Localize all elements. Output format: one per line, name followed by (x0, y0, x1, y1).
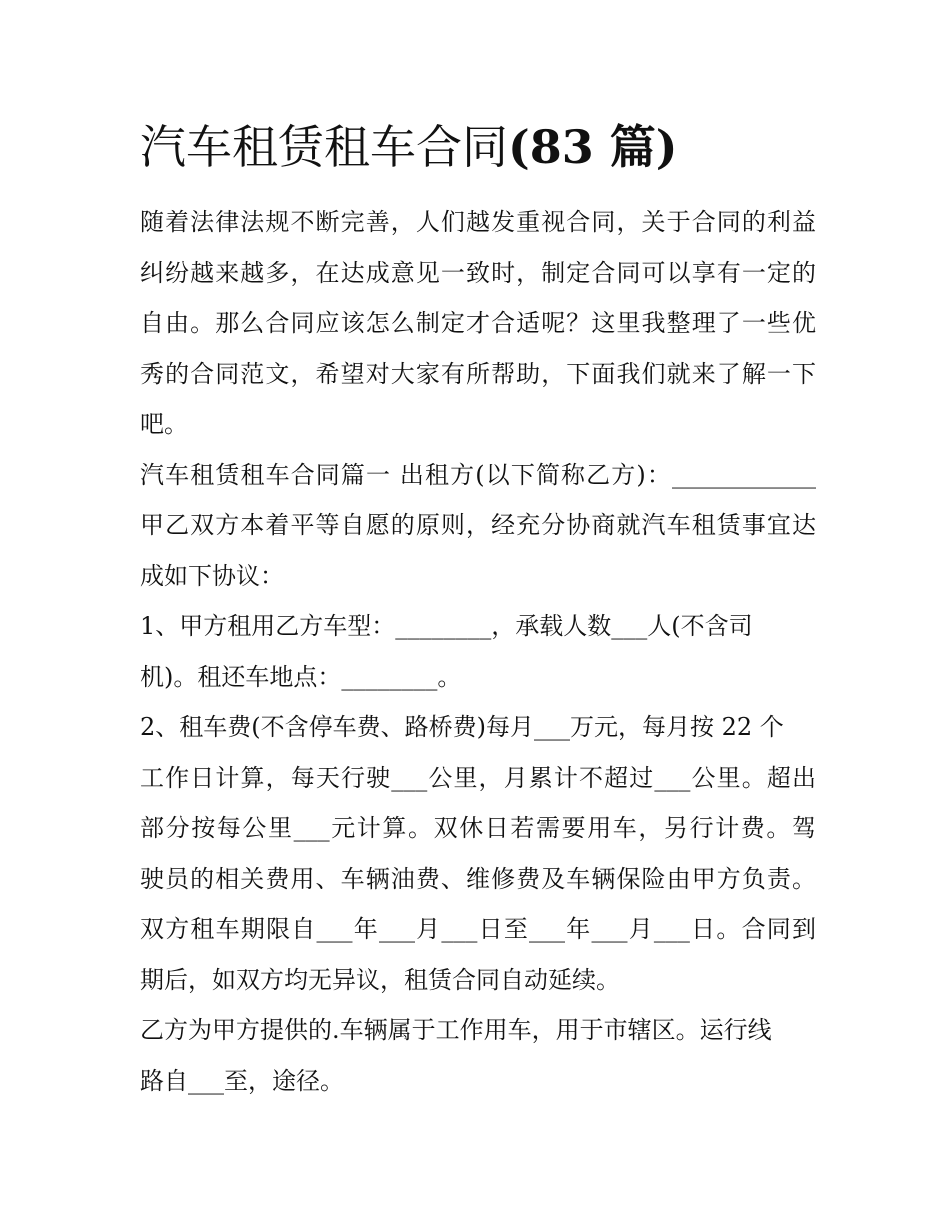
body-line: 随着法律法规不断完善，人们越发重视合同，关于合同的利益 (140, 208, 816, 236)
document-body (140, 197, 816, 1106)
body-line: 双方租车期限自___年___月___日至___年___月___日。合同到 (140, 915, 816, 943)
body-line: 路自___至，途径。 (140, 1066, 344, 1095)
body-line: 工作日计算，每天行驶___公里，月累计不超过___公里。超出 (140, 763, 816, 792)
body-line: 吧。 (140, 410, 188, 438)
document-title (140, 112, 840, 182)
body-line: 自由。那么合同应该怎么制定才合适呢？这里我整理了一些优 (140, 309, 816, 337)
body-line: 汽车租赁租车合同篇一 出租方(以下简称乙方)：____________ (140, 460, 816, 489)
body-line: 纠纷越来越多，在达成意见一致时，制定合同可以享有一定的 (140, 258, 816, 287)
body-line: 成如下协议： (140, 561, 284, 590)
body-line: 机)。租还车地点：________。 (140, 662, 462, 691)
document-title-main: 汽车租赁租车合同 (140, 120, 508, 174)
body-line: 乙方为甲方提供的.车辆属于工作用车，用于市辖区。运行线 (140, 1016, 772, 1044)
body-line: 甲乙双方本着平等自愿的原则，经充分协商就汽车租赁事宜达 (140, 511, 816, 539)
body-line: 秀的合同范文，希望对大家有所帮助，下面我们就来了解一下 (140, 359, 816, 388)
body-line: 驶员的相关费用、车辆油费、维修费及车辆保险由甲方负责。 (140, 864, 816, 893)
document-title-count: (83 篇) (508, 120, 678, 174)
body-line: 期后，如双方均无异议，租赁合同自动延续。 (140, 965, 620, 994)
body-line: 2、租车费(不含停车费、路桥费)每月___万元，每月按 22 个 (140, 713, 784, 741)
body-line: 部分按每公里___元计算。双休日若需要用车，另行计费。驾 (140, 814, 816, 842)
body-line: 1、甲方租用乙方车型：________，承载人数___人(不含司 (140, 612, 753, 640)
